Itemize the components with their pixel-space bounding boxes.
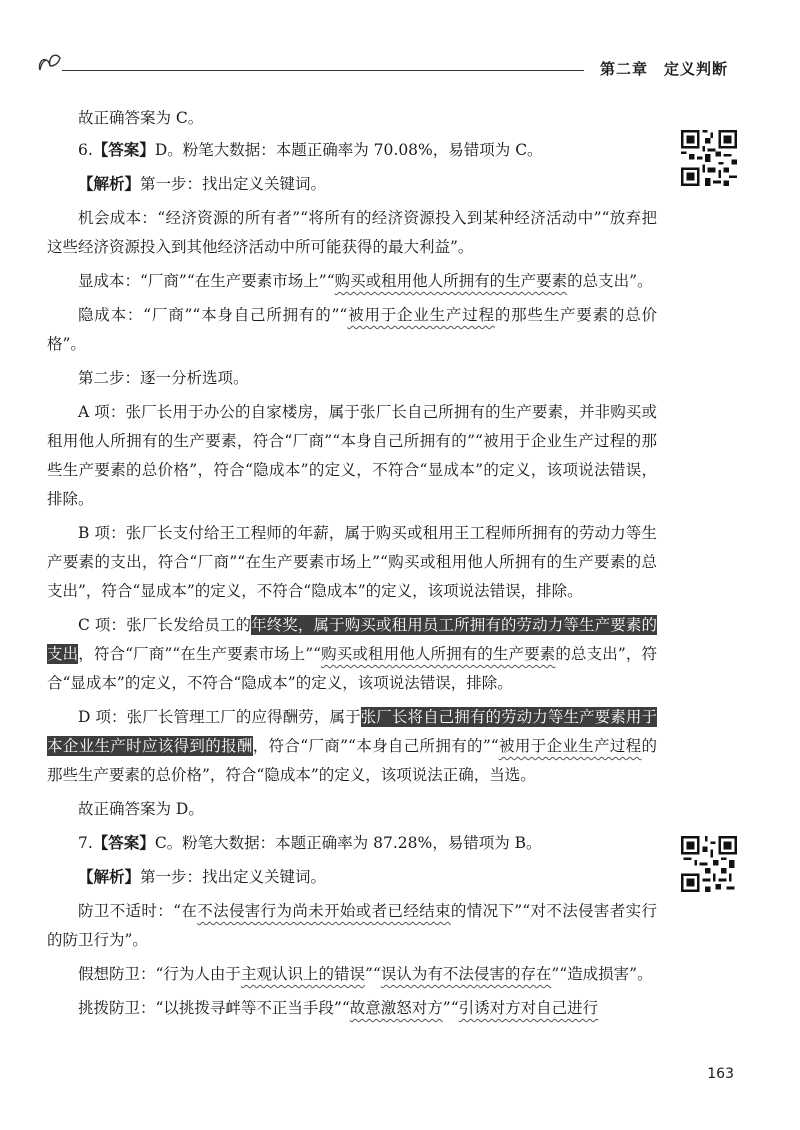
text-segment: D 项：张厂长管理工厂的应得酬劳，属于	[78, 708, 361, 726]
answer-label: 【答案】	[92, 141, 155, 159]
chapter-title	[600, 58, 728, 79]
paragraph-option-d	[47, 703, 657, 790]
answer-label: 【答案】	[92, 834, 155, 852]
paragraph-analysis-6-step2	[47, 364, 657, 393]
paragraph-option-a	[47, 398, 657, 514]
text-segment: 的那些生产要素的总价格”，符合“隐成本”的定义，该项说法正确，当选。	[47, 737, 657, 784]
text-segment: 挑拨防卫：“以挑拨寻衅等不正当手段”“	[78, 999, 350, 1017]
paragraph-answer-6	[47, 136, 657, 165]
paragraph-imaginary-defense	[47, 960, 657, 989]
text-segment: C 项：张厂长发给员工的	[78, 616, 252, 634]
keyword-underline: 引诱对方对自己进行	[458, 999, 599, 1017]
text-segment: A 项：张厂长用于办公的自家楼房，属于张厂长自己所拥有的生产要素，并非购买或租用他人所拥有的生产要素，符合“厂商”“本身自己所拥有的”“被用于企业生产过程的那些生产要素的总价格”，符合“隐成本”的定义，不符合“显成本”的定义，该项说法错误，排除。	[47, 403, 657, 508]
keyword-underline: 不法侵害行为尚未开始或者已经结束	[197, 902, 451, 920]
text-segment: 隐成本：“厂商”“本身自己所拥有的”“	[78, 306, 348, 324]
keyword-underline: 主观认识上的错误	[240, 965, 365, 983]
chapter-name: 定义判断	[663, 60, 728, 78]
paragraph-conclusion-6	[47, 795, 657, 824]
text-segment: 机会成本：“经济资源的所有者”“将所有的经济资源投入到某种经济活动中”“放弃把这些经济资源投入到其他经济活动中所可能获得的最大利益”。	[47, 209, 657, 256]
qr-code-icon	[681, 836, 737, 892]
paragraph-opportunity-cost	[47, 204, 657, 262]
text-segment: 第二步：逐一分析选项。	[78, 369, 249, 387]
text-segment: 7.	[78, 834, 93, 852]
leaf-icon	[36, 50, 64, 74]
highlighted-phrase: 年终奖，属于购买或租用员工所拥有的劳动力等生产要素的支出	[47, 616, 657, 663]
text-segment: 的总支出”。	[567, 272, 653, 290]
answer-label: 【解析】	[78, 175, 141, 193]
paragraph-option-c	[47, 611, 657, 698]
text-segment: 故正确答案为 D。	[78, 800, 204, 818]
text-segment: 假想防卫：“行为人由于	[78, 965, 241, 983]
paragraph-analysis-6-step1	[47, 170, 657, 199]
paragraph-conclusion-5	[47, 104, 657, 133]
text-segment: 第一步：找出定义关键词。	[140, 868, 327, 886]
keyword-underline: 购买或租用他人所拥有的生产要素	[334, 272, 568, 290]
paragraph-explicit-cost	[47, 267, 657, 296]
text-segment: B 项：张厂长支付给王工程师的年薪，属于购买或租用王工程师所拥有的劳动力等生产要素的支出，符合“厂商”“在生产要素市场上”“购买或租用他人所拥有的生产要素的总支出”，符合“显成本”的定义，不符合“隐成本”的定义，该项说法错误，排除。	[47, 524, 657, 600]
paragraph-option-b	[47, 519, 657, 606]
text-segment: 显成本：“厂商”“在生产要素市场上”“	[78, 272, 335, 290]
text-segment: 的那些生产要素的总价格”。	[47, 306, 657, 353]
page-header	[28, 44, 744, 80]
text-segment: 故正确答案为 C。	[78, 109, 204, 127]
chapter-number: 第二章	[599, 60, 648, 78]
text-segment: 防卫不适时：“在	[78, 902, 198, 920]
paragraph-provoked-defense	[47, 994, 657, 1023]
paragraph-implicit-cost	[47, 301, 657, 359]
keyword-underline: 误认为有不法侵害的存在	[380, 965, 552, 983]
keyword-underline: 被用于企业生产过程	[347, 306, 495, 324]
text-segment: 第一步：找出定义关键词。	[140, 175, 327, 193]
text-segment: 的情况下”“对不法侵害者实行的防卫行为”。	[47, 902, 657, 949]
text-segment: ”“造成损害”。	[551, 965, 653, 983]
answer-label: 【解析】	[78, 868, 141, 886]
paragraph-untimely-defense	[47, 897, 657, 955]
text-segment: 的总支出”，符合“显成本”的定义，不符合“隐成本”的定义，该项说法错误，排除。	[47, 645, 657, 692]
keyword-underline: 故意激怒对方	[349, 999, 443, 1017]
text-segment: D。粉笔大数据：本题正确率为 70.08%，易错项为 C。	[154, 141, 543, 159]
text-segment: ，符合“厂商”“在生产要素市场上”“	[78, 645, 322, 663]
page-body	[47, 104, 657, 1028]
paragraph-answer-7	[47, 829, 657, 858]
keyword-underline: 被用于企业生产过程	[498, 737, 642, 755]
page-number: 163	[707, 1066, 734, 1082]
highlighted-phrase: 张厂长将自己拥有的劳动力等生产要素用于本企业生产时应该得到的报酬	[47, 708, 657, 755]
text-segment: ”“	[442, 999, 459, 1017]
text-segment: ”“	[364, 965, 381, 983]
keyword-underline: 购买或租用他人所拥有的生产要素	[321, 645, 556, 663]
qr-code-icon	[681, 130, 737, 186]
text-segment: 6.	[78, 141, 93, 159]
header-rule	[62, 70, 584, 71]
text-segment: C。粉笔大数据：本题正确率为 87.28%，易错项为 B。	[154, 834, 542, 852]
text-segment: ，符合“厂商”“本身自己所拥有的”“	[252, 737, 499, 755]
paragraph-analysis-7-step1	[47, 863, 657, 892]
